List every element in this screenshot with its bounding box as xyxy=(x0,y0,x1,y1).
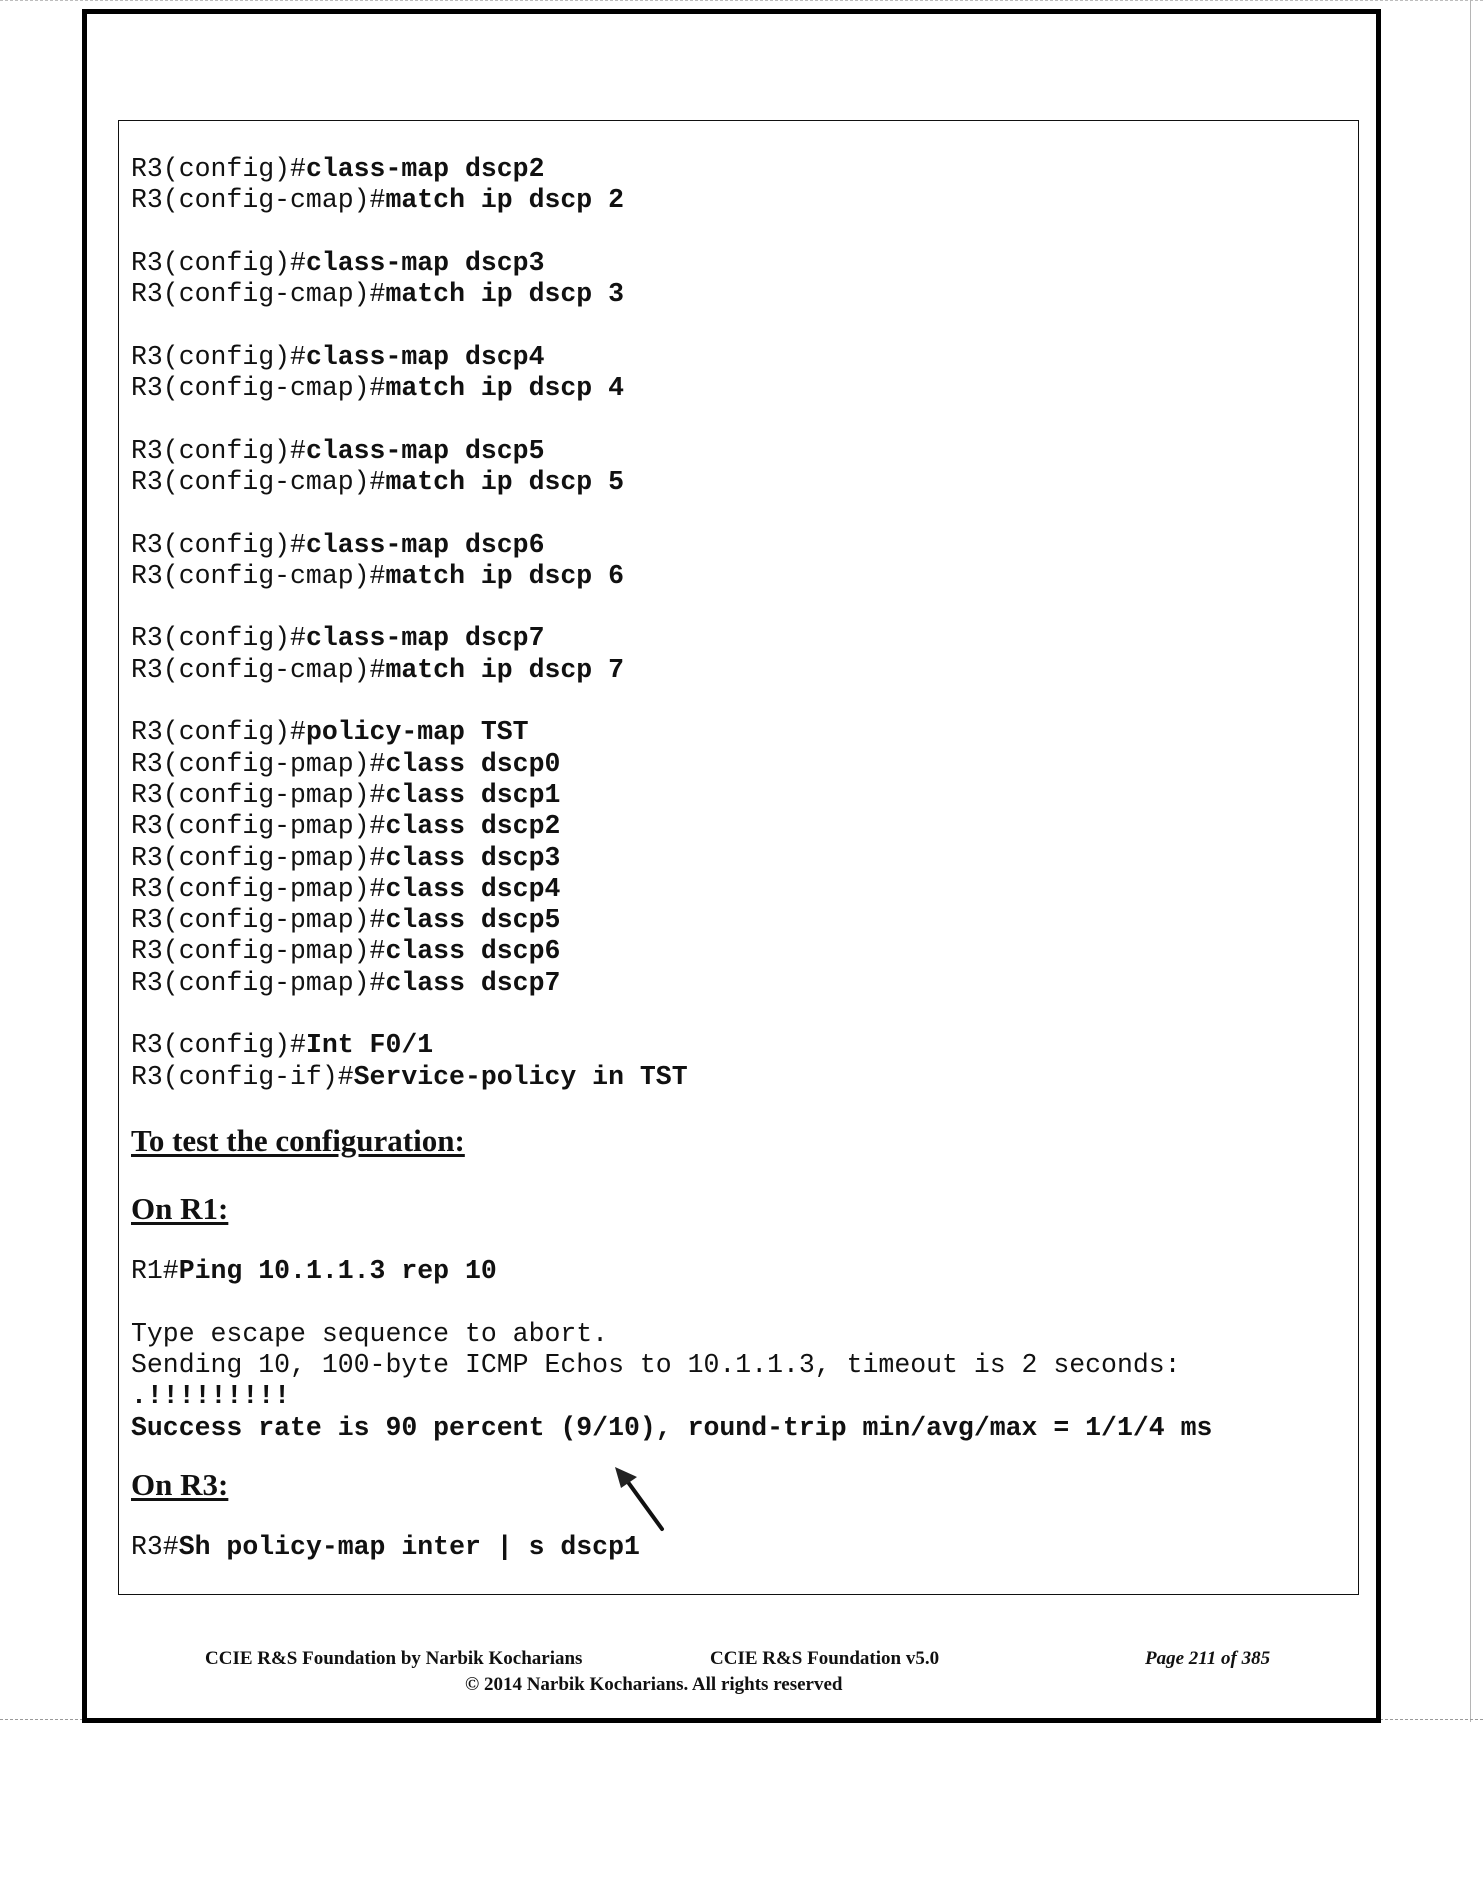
command: match ip dscp 3 xyxy=(385,279,624,310)
command: class-map dscp5 xyxy=(305,435,545,466)
command: match ip dscp 4 xyxy=(385,373,624,404)
prompt: R3(config-cmap)# xyxy=(131,654,386,685)
prompt: R3(config-pmap)# xyxy=(131,748,386,779)
config-line xyxy=(131,279,1351,310)
config-line xyxy=(131,843,1351,874)
command: class dscp6 xyxy=(385,936,561,967)
config-line xyxy=(131,342,1351,373)
command: class dscp0 xyxy=(385,748,561,779)
command: class dscp1 xyxy=(385,779,561,810)
config-line xyxy=(131,436,1351,467)
command: class-map dscp7 xyxy=(305,623,545,654)
config-line xyxy=(131,1062,1351,1093)
prompt: R3(config)# xyxy=(131,154,306,184)
prompt: R3(config)# xyxy=(131,717,306,748)
config-listing xyxy=(131,154,1351,1093)
prompt: R3(config)# xyxy=(131,529,306,560)
prompt: R3(config)# xyxy=(131,247,306,278)
r3-heading: On R3: xyxy=(131,1466,229,1502)
command: match ip dscp 5 xyxy=(385,466,624,497)
command: class dscp5 xyxy=(385,905,561,936)
footer-copyright: © 2014 Narbik Kocharians. All rights reserved xyxy=(465,1674,843,1695)
prompt: R3(config)# xyxy=(131,341,306,372)
r3-command-line xyxy=(131,1532,1351,1563)
command: Int F0/1 xyxy=(305,1030,434,1061)
config-line xyxy=(131,874,1351,905)
config-line xyxy=(131,467,1351,498)
config-line xyxy=(131,185,1351,216)
prompt: R3(config-pmap)# xyxy=(131,905,386,936)
prompt: R3(config-pmap)# xyxy=(131,842,386,873)
config-line xyxy=(131,749,1351,780)
config-line xyxy=(131,1030,1351,1061)
command: class dscp2 xyxy=(385,811,561,842)
config-line xyxy=(131,248,1351,279)
prompt: R3# xyxy=(131,1531,179,1562)
ping-output-line: .!!!!!!!!! xyxy=(131,1381,291,1412)
footer-page-number: Page 211 of 385 xyxy=(1145,1648,1271,1669)
command: class dscp3 xyxy=(385,842,561,873)
config-line xyxy=(131,655,1351,686)
ping-output xyxy=(131,1319,1351,1444)
config-line xyxy=(131,561,1351,592)
prompt: R3(config-cmap)# xyxy=(131,279,386,310)
command: class-map dscp2 xyxy=(305,154,545,184)
prompt: R3(config-pmap)# xyxy=(131,873,386,904)
command: Sh policy-map inter | s dscp1 xyxy=(178,1531,640,1562)
prompt: R3(config-if)# xyxy=(131,1061,354,1092)
config-line xyxy=(131,811,1351,842)
test-heading: To test the configuration: xyxy=(131,1123,465,1159)
prompt: R1# xyxy=(131,1256,179,1287)
config-line xyxy=(131,623,1351,654)
ping-output-line: Sending 10, 100-byte ICMP Echos to 10.1.1.3, timeout is 2 seconds: xyxy=(131,1350,1181,1381)
ping-output-line: Success rate is 90 percent (9/10), round-trip min/avg/max = 1/1/4 ms xyxy=(131,1412,1213,1443)
footer-version: CCIE R&S Foundation v5.0 xyxy=(710,1648,940,1669)
command: match ip dscp 2 xyxy=(385,185,624,216)
prompt: R3(config)# xyxy=(131,1030,306,1061)
prompt: R3(config-cmap)# xyxy=(131,185,386,216)
command: class dscp4 xyxy=(385,873,561,904)
config-line xyxy=(131,780,1351,811)
prompt: R3(config)# xyxy=(131,435,306,466)
ping-output-line: Type escape sequence to abort. xyxy=(131,1318,609,1349)
prompt: R3(config-pmap)# xyxy=(131,811,386,842)
footer-book-title: CCIE R&S Foundation by Narbik Kocharians xyxy=(205,1648,583,1669)
config-line xyxy=(131,717,1351,748)
r1-command-line xyxy=(131,1256,1351,1287)
prompt: R3(config-cmap)# xyxy=(131,373,386,404)
prompt: R3(config-pmap)# xyxy=(131,967,386,998)
prompt: R3(config-pmap)# xyxy=(131,936,386,967)
config-line xyxy=(131,968,1351,999)
command: match ip dscp 6 xyxy=(385,560,624,591)
command: class-map dscp3 xyxy=(305,247,545,278)
config-line xyxy=(131,905,1351,936)
config-line xyxy=(131,936,1351,967)
prompt: R3(config)# xyxy=(131,623,306,654)
config-line xyxy=(131,530,1351,561)
command: match ip dscp 7 xyxy=(385,654,624,685)
command: Service-policy in TST xyxy=(353,1061,688,1092)
prompt: R3(config-pmap)# xyxy=(131,779,386,810)
config-line xyxy=(131,373,1351,404)
prompt: R3(config-cmap)# xyxy=(131,560,386,591)
command: Ping 10.1.1.3 rep 10 xyxy=(178,1256,497,1287)
command: policy-map TST xyxy=(305,717,529,748)
prompt: R3(config-cmap)# xyxy=(131,466,386,497)
scan-edge-top xyxy=(0,0,1483,3)
scan-edge-right xyxy=(1470,0,1471,1722)
page-footer xyxy=(118,1648,1359,1696)
command: class-map dscp6 xyxy=(305,529,545,560)
command: class dscp7 xyxy=(385,967,561,998)
arrow-pointer-icon xyxy=(600,1460,680,1540)
document-content xyxy=(131,154,1351,1563)
config-line xyxy=(131,154,1351,185)
command: class-map dscp4 xyxy=(305,341,545,372)
r1-heading: On R1: xyxy=(131,1191,229,1227)
